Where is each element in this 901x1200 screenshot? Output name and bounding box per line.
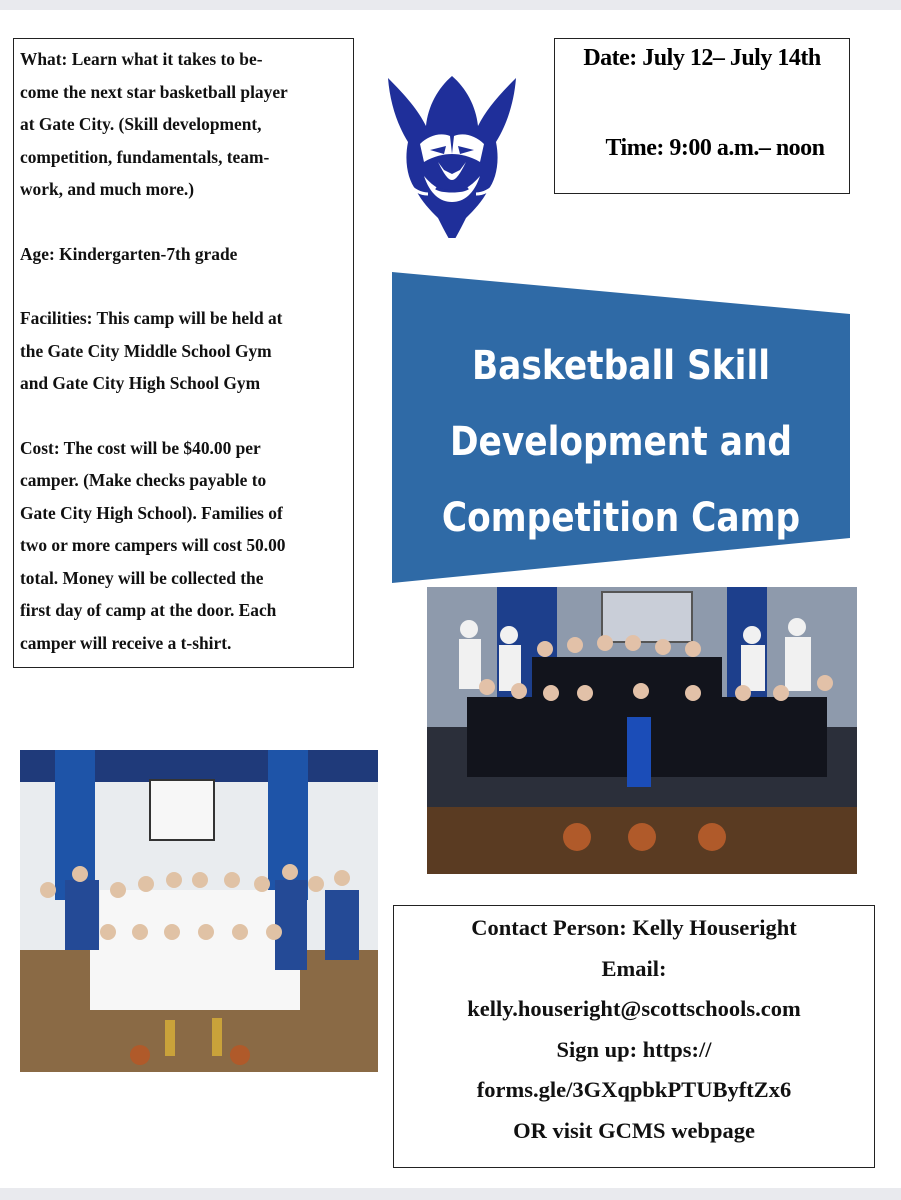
camp-title-line: Development and [449,419,793,465]
camp-details-box [13,38,354,668]
what-line: work, and much more.) [20,179,195,199]
team-photo-dark-uniforms [427,587,857,874]
email-address[interactable]: kelly.houseright@scottschools.com [467,996,801,1021]
facilities-line: Facilities: This camp will be held at [20,308,283,328]
cost-line: camper will receive a t-shirt. [20,632,232,653]
team-photo-dark-image [427,587,857,874]
what-line: What: Learn what it takes to be- [20,49,263,69]
contact-person: Contact Person: Kelly Houseright [471,915,797,940]
what-line: at Gate City. (Skill development, [20,114,262,134]
what-line: competition, fundamentals, team- [20,146,270,167]
team-photo-white-image [20,750,378,1072]
age-text: Age: Kindergarten-7th grade [20,243,238,264]
cost-line: total. Money will be collected the [20,567,264,588]
signup-link-line2[interactable]: forms.gle/3GXqpbkPTUByftZx6 [476,1077,792,1102]
date-time-box [554,38,850,194]
facilities-line: the Gate City Middle School Gym [20,340,272,361]
camp-title-line: Competition Camp [441,495,801,541]
camp-title [424,328,818,556]
cost-line: Cost: The cost will be $40.00 per [20,437,261,458]
cost-line: first day of camp at the door. Each [20,600,277,620]
what-line: come the next star basketball player [20,81,288,102]
contact-box [393,905,875,1168]
cost-line: camper. (Make checks payable to [20,470,267,490]
camp-date: Date: July 12– July 14th [583,45,821,71]
cost-line: Gate City High School). Families of [20,502,283,523]
camp-title-line: Basketball Skill [471,343,771,389]
team-photo-white-uniforms [20,750,378,1072]
camp-time: Time: 9:00 a.m.– noon [605,135,825,161]
blue-devil-mascot-icon [378,58,526,238]
signup-link-line1[interactable]: Sign up: https:// [556,1036,712,1062]
cost-line: two or more campers will cost 50.00 [20,535,286,555]
facilities-line: and Gate City High School Gym [20,373,261,393]
email-label: Email: [601,955,667,981]
flyer-page [0,10,901,1188]
alternate-signup: OR visit GCMS webpage [513,1117,755,1143]
